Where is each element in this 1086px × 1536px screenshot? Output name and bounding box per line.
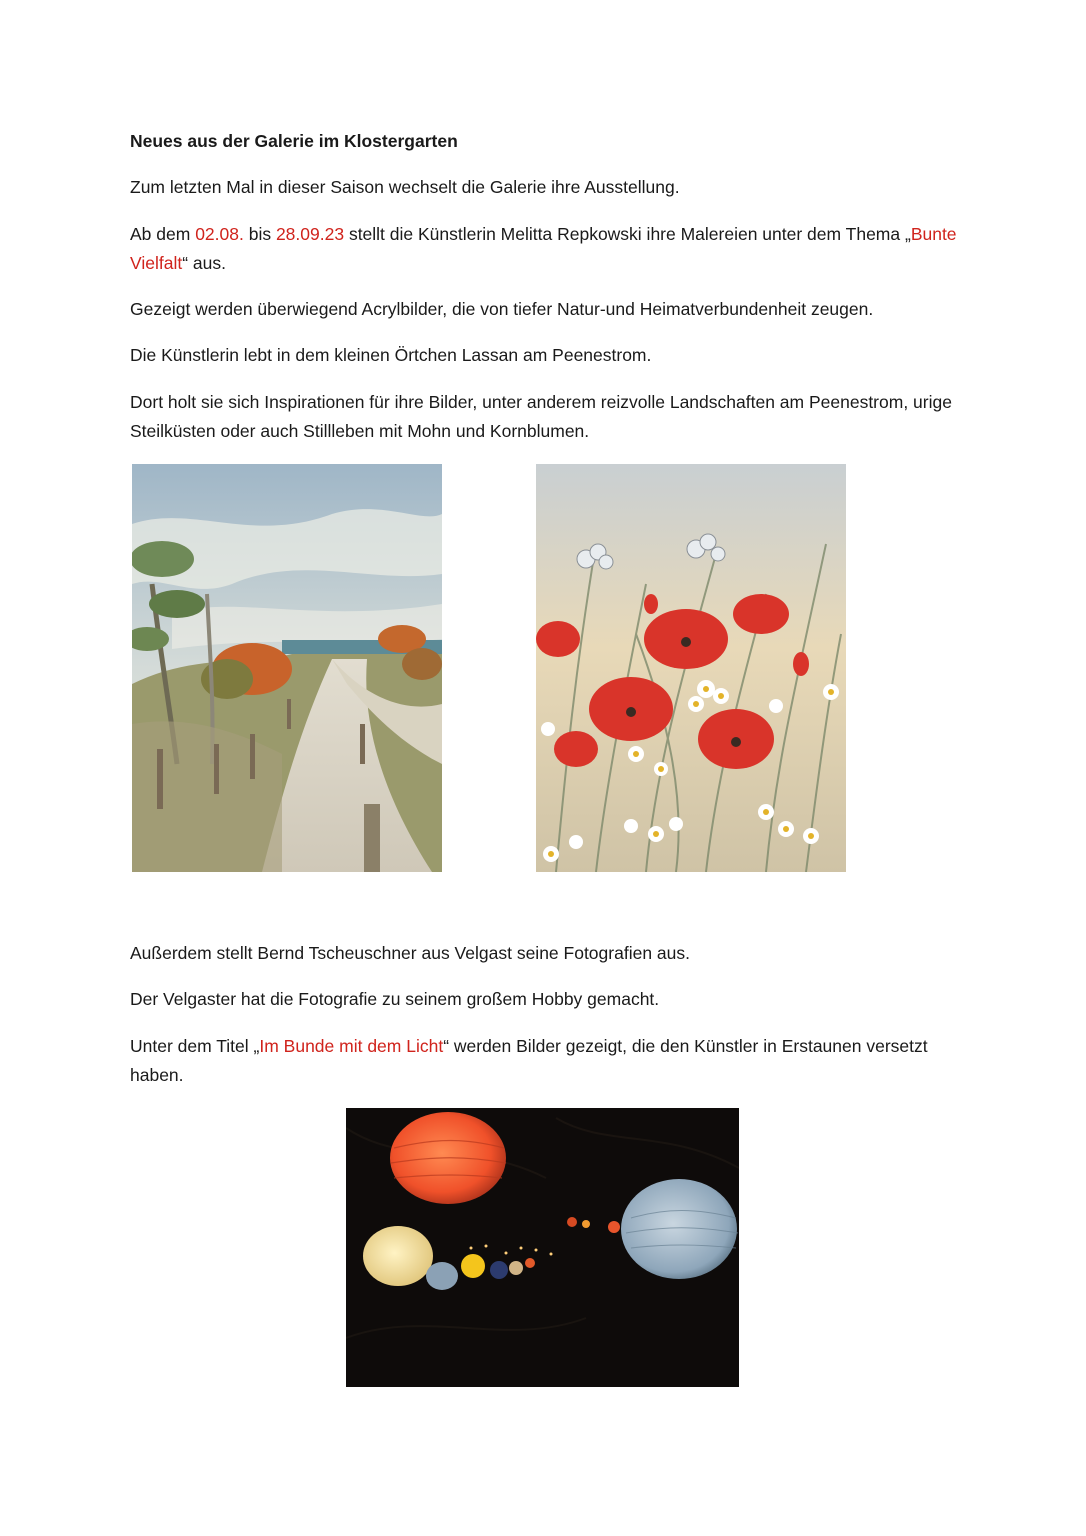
quote-mark: „ (904, 224, 911, 244)
text-run: “ aus. (182, 253, 226, 273)
artist-home-paragraph: Die Künstlerin lebt in dem kleinen Örtchen Lassan am Peenestrom. (130, 345, 652, 365)
lantern-night-photo (346, 1108, 739, 1387)
text-run: stellt die Künstlerin Melitta Repkowski ihre Malereien unter dem Thema (344, 224, 905, 244)
quote-mark: „ (253, 1036, 260, 1056)
inspiration-paragraph: Dort holt sie sich Inspirationen für ihre Bilder, unter anderem reizvolle Landschaften am Peenestrom, urige Steilküsten oder auch Stillleben mit Mohn und Kornblumen. (130, 392, 952, 441)
poppy-meadow-painting (536, 464, 846, 872)
hobby-paragraph: Der Velgaster hat die Fotografie zu seinem großem Hobby gemacht. (130, 989, 660, 1009)
text-run: Ab dem (130, 224, 196, 244)
intro-paragraph: Zum letzten Mal in dieser Saison wechselt die Galerie ihre Ausstellung. (130, 177, 680, 197)
text-run: bis (243, 224, 276, 244)
text-run: Unter dem Titel (130, 1036, 254, 1056)
photographer-paragraph: Außerdem stellt Bernd Tscheuschner aus Velgast seine Fotografien aus. (130, 943, 690, 963)
exhibition-theme: Bunte Vielfalt (130, 224, 957, 273)
exhibition-dates-paragraph (130, 220, 970, 278)
dune-path-painting (132, 464, 442, 872)
text-run: “ werden Bilder gezeigt, die den Künstler in Erstaunen versetzt haben. (130, 1036, 928, 1085)
photo-title-paragraph (130, 1032, 970, 1090)
end-date: 28.09.23 (275, 224, 345, 244)
page-title: Neues aus der Galerie im Klostergarten (130, 131, 458, 151)
paintings-paragraph: Gezeigt werden überwiegend Acrylbilder, die von tiefer Natur-und Heimatverbundenheit zeugen. (130, 299, 874, 319)
photo-exhibition-title: Im Bunde mit dem Licht (259, 1036, 444, 1056)
start-date: 02.08. (195, 224, 244, 244)
